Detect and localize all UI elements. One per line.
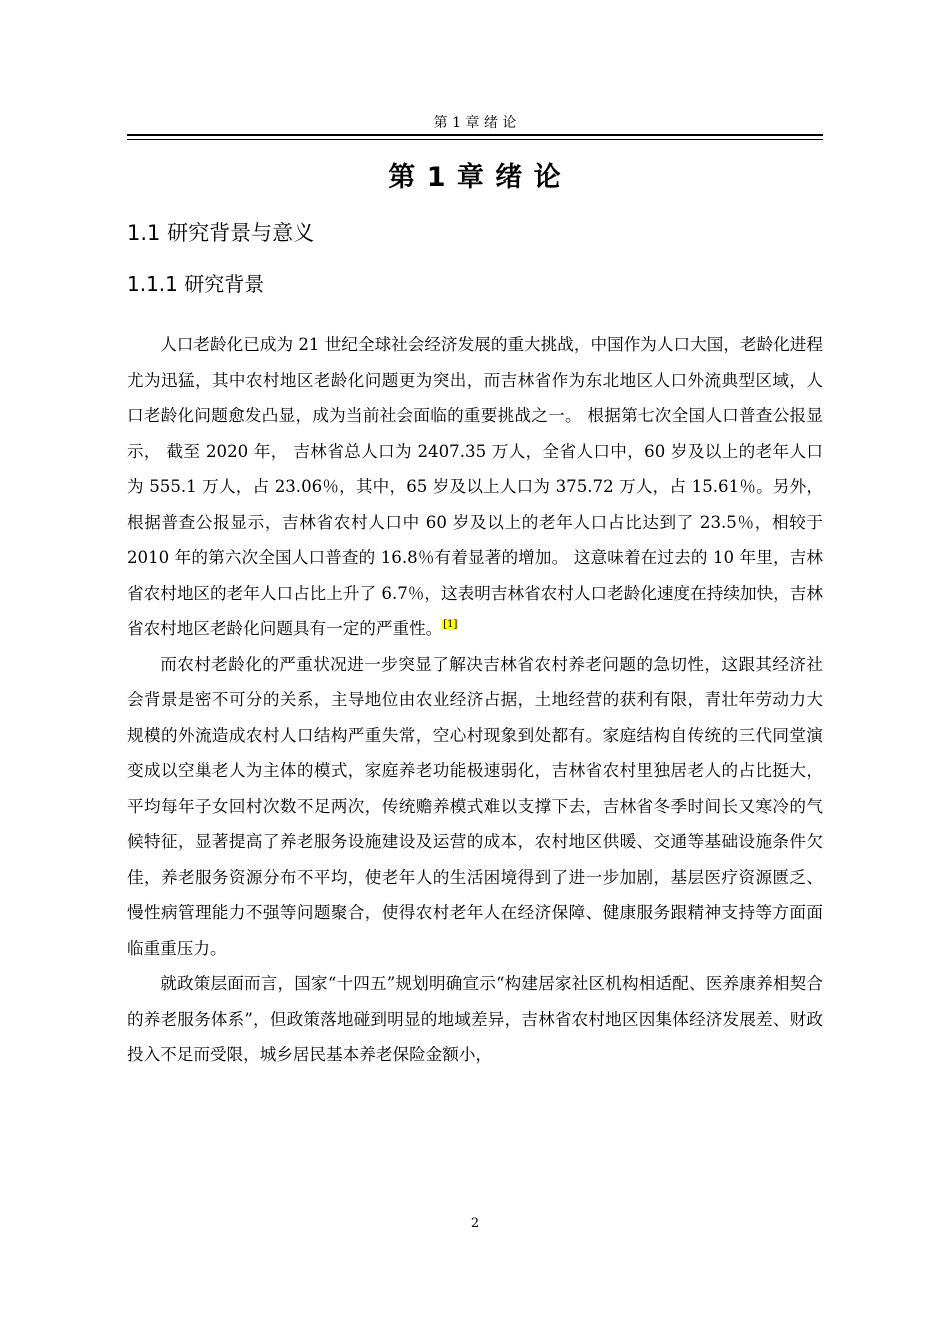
paragraph-3-text: 就政策层面而言，国家“十四五”规划明确宣示“构建居家社区机构相适配、医养康养相契合的养老服务体系”，但政策落地碰到明显的地域差异，吉林省农村地区因集体经济发展差、财政投入不足而受限，城乡居民基本养老保险金额小， [127,974,823,1064]
chapter-title: 第 1 章 绪 论 [388,162,562,193]
running-header: 第 1 章 绪 论 [433,115,517,131]
paragraph-3 [127,966,823,1073]
header-rule-thin [127,139,823,140]
body-text [127,327,823,1073]
paragraph-2 [127,647,823,967]
header-rule-thick [127,134,823,136]
citation-marker[interactable]: [1] [443,619,458,631]
paragraph-1-text: 人口老龄化已成为 21 世纪全球社会经济发展的重大挑战，中国作为人口大国，老龄化进程尤为迅猛，其中农村地区老龄化问题更为突出，而吉林省作为东北地区人口外流典型区域，人口老龄化问题愈发凸显，成为当前社会面临的重要挑战之一。 根据第七次全国人口普查公报显示， 截至 2020 年， 吉林省总人口为 2407.35 万人，全省人口中，60 岁及以上的老年人口为 555.1 万人，占 23.06％，其中，65 岁及以上人口为 375.72 万人，占 15.61％。另外， 根据普查公报显示，吉林省农村人口中 60 岁及以上的老年人口占比达到了 23.5％，相较于 2010 年的第六次全国人口普查的 16.8％有着显著的增加。 这意味着在过去的 10 年里，吉林省农村地区的老年人口占比上升了 6.7％，这表明吉林省农村人口老龄化速度在持续加快，吉林省农村地区老龄化问题具有一定的严重性。 [127,335,823,638]
paragraph-1 [127,327,823,647]
page-number: 2 [470,1216,480,1231]
subsection-heading: 1.1.1 研究背景 [127,272,265,296]
section-heading: 1.1 研究背景与意义 [127,221,315,245]
paragraph-2-text: 而农村老龄化的严重状况进一步突显了解决吉林省农村养老问题的急切性，这跟其经济社会背景是密不可分的关系，主导地位由农业经济占据，土地经营的获利有限，青壮年劳动力大规模的外流造成农村人口结构严重失常，空心村现象到处都有。家庭结构自传统的三代同堂演变成以空巢老人为主体的模式，家庭养老功能极速弱化，吉林省农村里独居老人的占比挺大，平均每年子女回村次数不足两次，传统赡养模式难以支撑下去，吉林省冬季时间长又寒冷的气候特征，显著提高了养老服务设施建设及运营的成本，农村地区供暖、交通等基础设施条件欠佳，养老服务资源分布不平均，使老年人的生活困境得到了进一步加剧，基层医疗资源匮乏、慢性病管理能力不强等问题聚合，使得农村老年人在经济保障、健康服务跟精神支持等方面面临重重压力。 [127,654,823,958]
